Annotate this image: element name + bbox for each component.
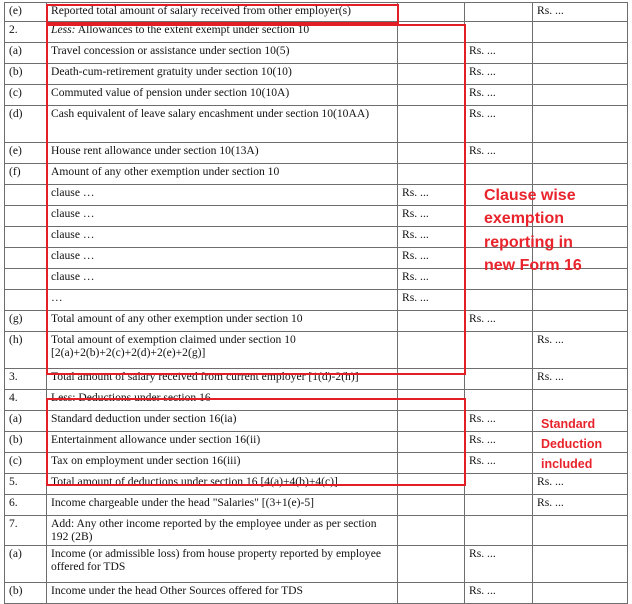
row-description-text: Allowances to the extent exempt under section 10	[75, 23, 310, 36]
row-description: clause …	[47, 227, 398, 248]
row-number: (b)	[5, 64, 47, 85]
table-row	[5, 516, 628, 546]
row-number: 4.	[5, 390, 47, 411]
annotation-line: Standard	[541, 417, 596, 431]
table-row	[5, 43, 628, 64]
annotation-standard-deduction	[541, 414, 621, 474]
amount-cell-sub	[398, 432, 465, 453]
amount-cell-total	[533, 164, 628, 185]
row-number: (c)	[5, 453, 47, 474]
amount-cell-sub	[398, 85, 465, 106]
row-description: Death-cum-retirement gratuity under section 10(10)	[47, 64, 398, 85]
row-number	[5, 227, 47, 248]
amount-cell-partial	[465, 369, 533, 390]
amount-cell-total	[533, 516, 628, 546]
table-row	[5, 411, 628, 432]
table-row	[5, 106, 628, 143]
amount-cell-partial	[465, 164, 533, 185]
amount-cell-total	[533, 290, 628, 311]
amount-cell-sub	[398, 453, 465, 474]
row-description: Income (or admissible loss) from house property reported by employee offered for TDS	[47, 546, 398, 583]
amount-cell-total	[533, 546, 628, 583]
annotation-line: included	[541, 457, 593, 471]
amount-cell-partial: Rs. ...	[465, 411, 533, 432]
row-number: (g)	[5, 311, 47, 332]
amount-cell-total: Rs. ...	[533, 495, 628, 516]
table-row	[5, 311, 628, 332]
table-row	[5, 3, 628, 22]
amount-cell-total	[533, 106, 628, 143]
table-row	[5, 369, 628, 390]
amount-cell-total	[533, 22, 628, 43]
row-number: 2.	[5, 22, 47, 43]
row-description: Cash equivalent of leave salary encashment under section 10(10AA)	[47, 106, 398, 143]
annotation-line: Deduction	[541, 437, 603, 451]
row-description	[47, 22, 398, 43]
row-description: clause …	[47, 206, 398, 227]
table-row	[5, 64, 628, 85]
amount-cell-sub	[398, 106, 465, 143]
amount-cell-sub	[398, 516, 465, 546]
amount-cell-sub	[398, 64, 465, 85]
row-number: 6.	[5, 495, 47, 516]
table-row	[5, 495, 628, 516]
amount-cell-sub: Rs. ...	[398, 290, 465, 311]
amount-cell-partial: Rs. ...	[465, 43, 533, 64]
row-description: clause …	[47, 269, 398, 290]
amount-cell-total: Rs. ...	[533, 474, 628, 495]
row-description: Add: Any other income reported by the employee under as per section 192 (2B)	[47, 516, 398, 546]
row-description: Less: Deductions under section 16	[47, 390, 398, 411]
row-number: (e)	[5, 3, 47, 22]
row-number	[5, 185, 47, 206]
amount-cell-partial: Rs. ...	[465, 546, 533, 583]
amount-cell-sub	[398, 143, 465, 164]
table-row	[5, 432, 628, 453]
row-description: clause …	[47, 185, 398, 206]
row-number: (e)	[5, 143, 47, 164]
row-description: Travel concession or assistance under section 10(5)	[47, 43, 398, 64]
amount-cell-sub	[398, 3, 465, 22]
row-description: Total amount of any other exemption under section 10	[47, 311, 398, 332]
amount-cell-sub	[398, 411, 465, 432]
annotation-clause-wise-exemption	[484, 184, 604, 277]
row-description: Total amount of exemption claimed under section 10 [2(a)+2(b)+2(c)+2(d)+2(e)+2(g)]	[47, 332, 398, 369]
row-number: (a)	[5, 411, 47, 432]
row-number: (b)	[5, 583, 47, 604]
row-description: Entertainment allowance under section 16(ii)	[47, 432, 398, 453]
amount-cell-sub	[398, 546, 465, 583]
annotation-line: new Form 16	[484, 256, 582, 274]
amount-cell-total	[533, 583, 628, 604]
annotation-line: exemption	[484, 210, 565, 228]
amount-cell-partial: Rs. ...	[465, 432, 533, 453]
row-number: 7.	[5, 516, 47, 546]
amount-cell-sub: Rs. ...	[398, 269, 465, 290]
amount-cell-total	[533, 85, 628, 106]
amount-cell-sub	[398, 583, 465, 604]
row-description: clause …	[47, 248, 398, 269]
row-description: Income under the head Other Sources offered for TDS	[47, 583, 398, 604]
row-description: Income chargeable under the head "Salaries" [(3+1(e)-5]	[47, 495, 398, 516]
amount-cell-total: Rs. ...	[533, 3, 628, 22]
amount-cell-total	[533, 311, 628, 332]
row-number: 5.	[5, 474, 47, 495]
amount-cell-partial: Rs. ...	[465, 85, 533, 106]
row-description: Amount of any other exemption under section 10	[47, 164, 398, 185]
amount-cell-sub: Rs. ...	[398, 185, 465, 206]
row-number: (d)	[5, 106, 47, 143]
row-number: (b)	[5, 432, 47, 453]
row-number	[5, 248, 47, 269]
row-number	[5, 206, 47, 227]
amount-cell-sub	[398, 164, 465, 185]
amount-cell-partial: Rs. ...	[465, 583, 533, 604]
row-description: …	[47, 290, 398, 311]
row-number	[5, 269, 47, 290]
amount-cell-sub	[398, 390, 465, 411]
amount-cell-sub	[398, 332, 465, 369]
annotation-line: Clause wise	[484, 187, 576, 204]
amount-cell-total	[533, 64, 628, 85]
table-row	[5, 453, 628, 474]
table-row	[5, 332, 628, 369]
salary-computation-table	[4, 2, 628, 604]
row-number: (c)	[5, 85, 47, 106]
amount-cell-sub	[398, 369, 465, 390]
row-number: (a)	[5, 43, 47, 64]
row-description: Standard deduction under section 16(ia)	[47, 411, 398, 432]
amount-cell-sub: Rs. ...	[398, 248, 465, 269]
row-description: Tax on employment under section 16(iii)	[47, 453, 398, 474]
amount-cell-total	[533, 143, 628, 164]
row-description: House rent allowance under section 10(13A)	[47, 143, 398, 164]
row-number: (f)	[5, 164, 47, 185]
amount-cell-sub: Rs. ...	[398, 206, 465, 227]
amount-cell-partial	[465, 390, 533, 411]
table-row	[5, 290, 628, 311]
amount-cell-total	[533, 390, 628, 411]
amount-cell-partial	[465, 516, 533, 546]
annotation-line: reporting in	[484, 233, 573, 251]
less-prefix: Less:	[51, 23, 76, 36]
amount-cell-total: Rs. ...	[533, 369, 628, 390]
table-row	[5, 164, 628, 185]
row-description: Total amount of deductions under section 16 [4(a)+4(b)+4(c)]	[47, 474, 398, 495]
amount-cell-total	[533, 43, 628, 64]
row-number	[5, 290, 47, 311]
table-row	[5, 583, 628, 604]
amount-cell-partial: Rs. ...	[465, 106, 533, 143]
amount-cell-sub	[398, 22, 465, 43]
amount-cell-partial	[465, 22, 533, 43]
table-row	[5, 22, 628, 43]
amount-cell-partial: Rs. ...	[465, 64, 533, 85]
amount-cell-partial: Rs. ...	[465, 143, 533, 164]
table-row	[5, 474, 628, 495]
amount-cell-partial	[465, 474, 533, 495]
amount-cell-sub	[398, 43, 465, 64]
amount-cell-partial: Rs. ...	[465, 311, 533, 332]
amount-cell-total: Rs. ...	[533, 332, 628, 369]
row-description: Commuted value of pension under section 10(10A)	[47, 85, 398, 106]
amount-cell-sub	[398, 474, 465, 495]
amount-cell-sub: Rs. ...	[398, 227, 465, 248]
amount-cell-sub	[398, 495, 465, 516]
amount-cell-partial: Rs. ...	[465, 453, 533, 474]
row-number: 3.	[5, 369, 47, 390]
amount-cell-partial	[465, 3, 533, 22]
table-row	[5, 143, 628, 164]
table-row	[5, 85, 628, 106]
amount-cell-partial	[465, 290, 533, 311]
row-number: (h)	[5, 332, 47, 369]
row-description: Total amount of salary received from current employer [1(d)-2(h)]	[47, 369, 398, 390]
amount-cell-partial	[465, 332, 533, 369]
table-row	[5, 390, 628, 411]
row-number: (a)	[5, 546, 47, 583]
amount-cell-partial	[465, 495, 533, 516]
row-description: Reported total amount of salary received from other employer(s)	[47, 3, 398, 22]
amount-cell-sub	[398, 311, 465, 332]
table-row	[5, 546, 628, 583]
